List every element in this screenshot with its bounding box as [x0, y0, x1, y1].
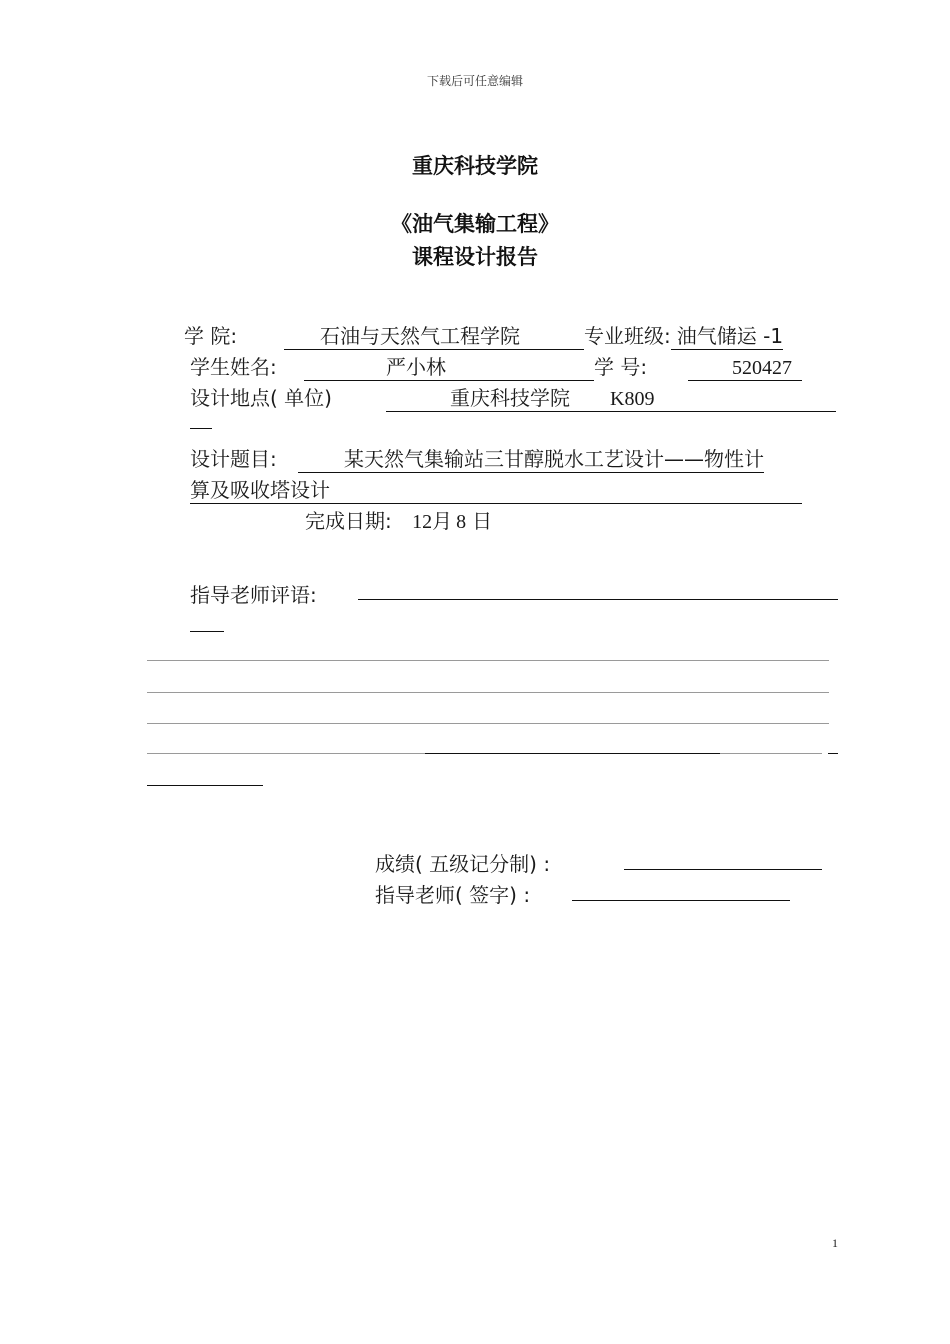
comment-line-2 [190, 631, 224, 632]
location-underline-wrap [190, 428, 212, 429]
location-value-field [386, 382, 836, 412]
student-label: 学生姓名: [190, 355, 277, 379]
student-id-value: 520427 [732, 357, 792, 379]
location-row [190, 382, 836, 412]
location-value: 重庆科技学院 [450, 386, 570, 410]
student-id-label: 学 号: [594, 355, 648, 379]
grade-line [624, 869, 822, 870]
completion-number-2: 8 [456, 511, 467, 533]
signature-line [572, 900, 790, 901]
student-id-field [688, 357, 802, 381]
college-row [184, 320, 783, 350]
comment-thin-line-2 [147, 692, 829, 693]
topic-line1-field [298, 443, 764, 473]
comment-thin-line-4b [720, 753, 822, 754]
topic-label: 设计题目: [190, 447, 277, 471]
comment-thin-line-4a [147, 753, 425, 754]
comment-line-5 [147, 785, 263, 786]
completion-day-char: 日 [472, 509, 493, 533]
student-row [190, 351, 802, 381]
completion-month-char: 月 [432, 509, 453, 533]
topic-row [190, 443, 764, 473]
student-value: 严小林 [386, 355, 446, 379]
comment-line-1 [358, 599, 838, 600]
location-label: 设计地点( 单位) [190, 386, 332, 410]
college-value: 石油与天然气工程学院 [320, 324, 520, 348]
student-value-field [304, 351, 594, 381]
college-value-field [284, 320, 584, 350]
comment-thick-line-4 [425, 753, 720, 754]
comment-line-4-end [828, 753, 838, 754]
comment-thin-line-3 [147, 723, 829, 724]
report-title: 课程设计报告 [412, 245, 538, 269]
topic-line2: 算及吸收塔设计 [190, 474, 802, 504]
completion-label: 完成日期: [305, 509, 392, 533]
header-note: 下载后可任意编辑 [426, 74, 523, 88]
page-number: 1 [832, 1236, 838, 1250]
signature-label: 指导老师( 签字) : [375, 883, 531, 907]
grade-label: 成绩( 五级记分制) : [375, 852, 551, 876]
topic-row-2 [190, 474, 802, 504]
completion-row [305, 505, 492, 534]
school-title: 重庆科技学院 [412, 154, 538, 178]
location-room: K809 [610, 388, 655, 410]
comment-thin-line-1 [147, 660, 829, 661]
major-label: 专业班级: [584, 324, 671, 348]
comment-label: 指导老师评语: [190, 583, 317, 607]
topic-line1: 某天然气集输站三甘醇脱水工艺设计——物性计 [344, 447, 764, 471]
course-title: 《油气集输工程》 [391, 212, 559, 236]
completion-number-1: 12 [412, 511, 433, 533]
major-value: 油气储运 -1 [676, 324, 784, 348]
major-value-field [671, 320, 783, 350]
college-label: 学 院: [184, 324, 238, 348]
